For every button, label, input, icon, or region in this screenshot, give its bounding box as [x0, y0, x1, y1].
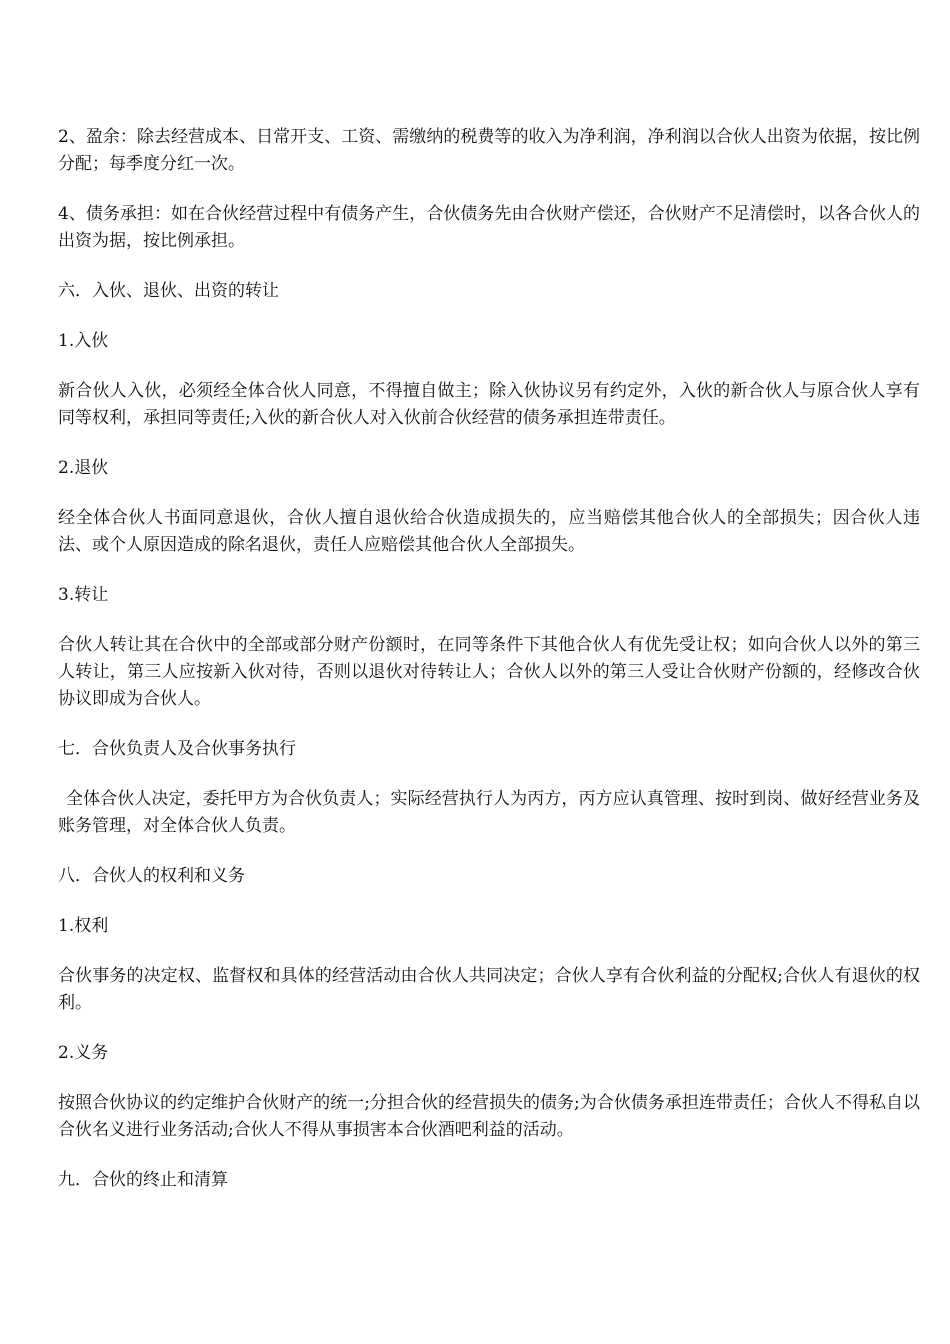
- clause-rights: 合伙事务的决定权、监督权和具体的经营活动由合伙人共同决定；合伙人享有合伙利益的分配权;合伙人有退伙的权利。: [58, 966, 920, 1013]
- subheading-obligations: 2.义务: [58, 1043, 109, 1063]
- section-heading-7: 七．合伙负责人及合伙事务执行: [58, 739, 296, 759]
- clause-surplus: 2、盈余：除去经营成本、日常开支、工资、需缴纳的税费等的收入为净利润，净利润以合伙人出资为依据，按比例分配；每季度分红一次。: [58, 127, 920, 174]
- section-heading-9: 九．合伙的终止和清算: [58, 1170, 228, 1190]
- clause-manager: 全体合伙人决定，委托甲方为合伙负责人；实际经营执行人为丙方，丙方应认真管理、按时到岗、做好经营业务及账务管理，对全体合伙人负责。: [58, 789, 920, 836]
- clause-debt: 4、债务承担：如在合伙经营过程中有债务产生，合伙债务先由合伙财产偿还，合伙财产不足清偿时，以各合伙人的出资为据，按比例承担。: [58, 204, 920, 251]
- subheading-withdraw: 2.退伙: [58, 458, 109, 478]
- subheading-join: 1.入伙: [58, 331, 109, 351]
- clause-withdraw: 经全体合伙人书面同意退伙，合伙人擅自退伙给合伙造成损失的，应当赔偿其他合伙人的全部损失；因合伙人违法、或个人原因造成的除名退伙，责任人应赔偿其他合伙人全部损失。: [58, 508, 920, 555]
- clause-transfer: 合伙人转让其在合伙中的全部或部分财产份额时，在同等条件下其他合伙人有优先受让权；如向合伙人以外的第三人转让，第三人应按新入伙对待，否则以退伙对待转让人；合伙人以外的第三人受让合伙财产份额的，经修改合伙协议即成为合伙人。: [58, 635, 920, 709]
- subheading-rights: 1.权利: [58, 916, 109, 936]
- section-heading-6: 六．入伙、退伙、出资的转让: [58, 281, 279, 301]
- clause-join: 新合伙人入伙，必须经全体合伙人同意，不得擅自做主；除入伙协议另有约定外，入伙的新合伙人与原合伙人享有同等权利，承担同等责任;入伙的新合伙人对入伙前合伙经营的债务承担连带责任。: [58, 381, 920, 428]
- document-body: [58, 124, 920, 1217]
- clause-obligations: 按照合伙协议的约定维护合伙财产的统一;分担合伙的经营损失的债务;为合伙债务承担连带责任；合伙人不得私自以合伙名义进行业务活动;合伙人不得从事损害本合伙酒吧利益的活动。: [58, 1093, 920, 1140]
- subheading-transfer: 3.转让: [58, 585, 109, 605]
- section-heading-8: 八．合伙人的权利和义务: [58, 866, 245, 886]
